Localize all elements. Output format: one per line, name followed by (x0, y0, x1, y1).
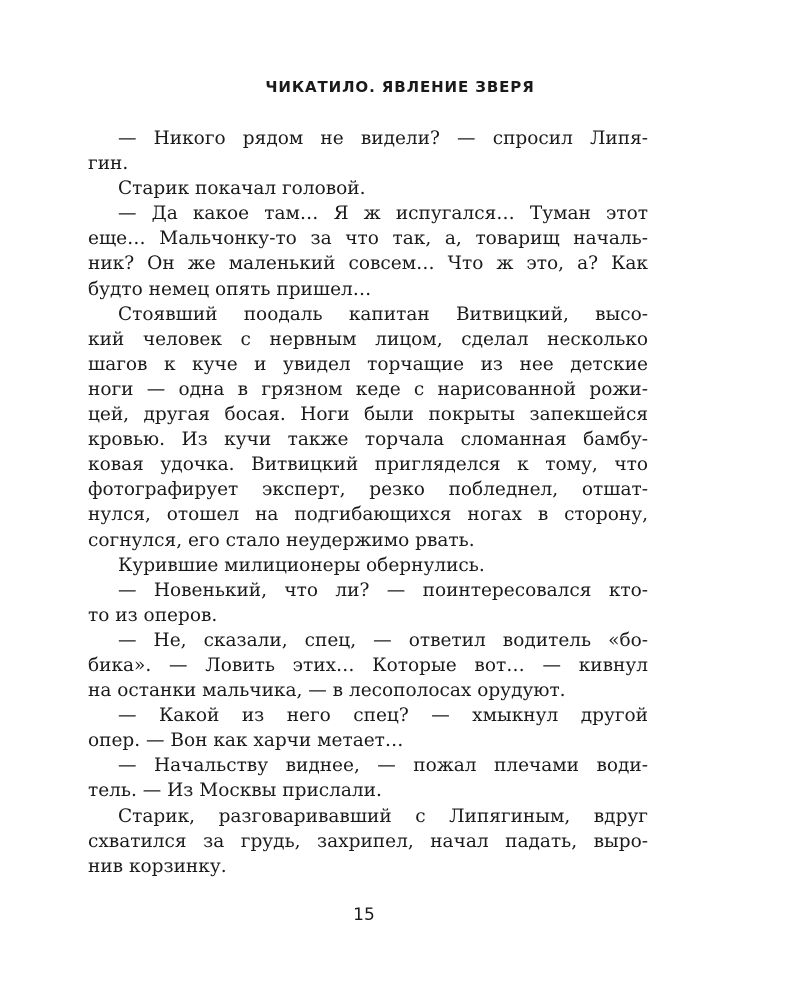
text-line: еще… Мальчонку-то за что так, а, товарищ началь- (88, 228, 648, 250)
text-line: фотографирует эксперт, резко побледнел, отшат- (88, 479, 648, 501)
text-line: схватился за грудь, захрипел, начал падать, выро- (88, 830, 648, 852)
text-line: кровью. Из кучи также торчала сломанная бамбу- (88, 429, 648, 451)
text-line: Стоявший поодаль капитан Витвицкий, высо- (118, 303, 648, 325)
text-line: тель. — Из Москвы прислали. (88, 780, 382, 802)
text-line: будто немец опять пришел… (88, 278, 372, 300)
text-line: согнулся, его стало неудержимо рвать. (88, 529, 475, 551)
text-line: ник? Он же маленький совсем… Что ж это, а? Как (88, 253, 648, 275)
text-line: шагов к куче и увидел торчащие из нее детские (88, 353, 648, 375)
text-line: Старик покачал головой. (118, 178, 366, 200)
text-line: нив корзинку. (88, 855, 227, 877)
text-line: то из оперов. (88, 604, 218, 626)
text-line: — Новенький, что ли? — поинтересовался кто- (118, 579, 648, 601)
text-line: — Какой из него спец? — хмыкнул другой (118, 705, 648, 727)
text-line: ковая удочка. Витвицкий пригляделся к тому, что (88, 454, 648, 476)
text-line: кий человек с нервным лицом, сделал несколько (88, 328, 648, 350)
text-line: Курившие милиционеры обернулись. (118, 554, 485, 576)
text-line: опер. — Вон как харчи метает… (88, 730, 404, 752)
text-line: — Да какое там… Я ж испугался… Туман этот (118, 203, 648, 225)
text-line: бика». — Ловить этих… Которые вот… — кивнул (88, 654, 648, 676)
text-line: — Никого рядом не видели? — спросил Липя- (118, 128, 648, 149)
text-line: Старик, разговаривавший с Липягиным, вдруг (118, 805, 648, 827)
page-number: 15 (353, 905, 375, 925)
main-text (88, 126, 648, 879)
text-line: — Начальству виднее, — пожал плечами води- (118, 755, 648, 777)
text-line: нулся, отошел на подгибающихся ногах в сторону, (88, 504, 648, 526)
text-line: — Не, сказали, спец, — ответил водитель «бо- (118, 629, 648, 651)
text-line: на останки мальчика, — в лесополосах орудуют. (88, 680, 566, 702)
running-title: ЧИКАТИЛО. ЯВЛЕНИЕ ЗВЕРЯ (265, 78, 535, 96)
text-line: ноги — одна в грязном кеде с нарисованной рожи- (88, 378, 648, 400)
text-line: гин. (88, 153, 129, 175)
text-line: цей, другая босая. Ноги были покрыты запекшейся (88, 404, 648, 426)
